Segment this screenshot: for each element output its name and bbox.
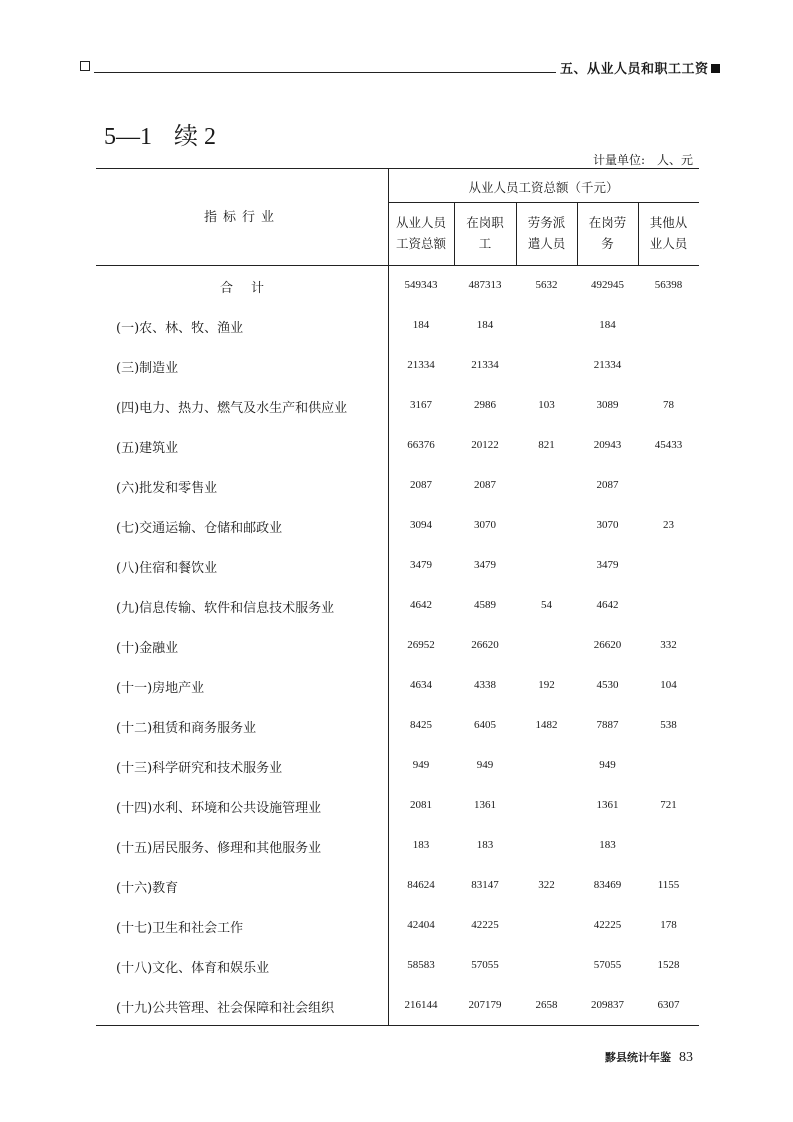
column-header: 劳务派 遣人员	[527, 215, 566, 251]
table-cell: 26620	[593, 639, 622, 651]
table-cell: 20122	[471, 439, 499, 451]
table-cell: 66376	[407, 439, 435, 451]
table-cell: 57055	[593, 959, 622, 971]
table-cell: 209837	[591, 999, 624, 1011]
table-cell: 2087	[596, 479, 619, 491]
table-row	[96, 757, 699, 777]
table-cell: 20943	[593, 439, 622, 451]
table-cell: 2986	[474, 399, 496, 411]
column-header: 在岗职 工	[466, 215, 504, 251]
table-cell: 3479	[596, 559, 619, 571]
header-rule	[94, 72, 556, 73]
table-row	[96, 877, 699, 897]
table-cell: 492945	[591, 279, 624, 291]
row-label: (四)电力、热力、燃气及水生产和供应业	[116, 401, 348, 416]
table-row	[96, 917, 699, 937]
table-cell: 26620	[471, 639, 499, 651]
page-number: 83	[679, 1050, 693, 1065]
table-cell: 83147	[471, 879, 499, 891]
table-cell: 322	[538, 879, 555, 891]
row-label: (六)批发和零售业	[116, 481, 218, 496]
row-label: (三)制造业	[116, 361, 179, 376]
table-cell: 4642	[410, 599, 432, 611]
row-label: (八)住宿和餐饮业	[116, 561, 218, 576]
table-cell: 487313	[468, 279, 502, 291]
table-cell: 1361	[474, 799, 496, 811]
table-cell: 78	[663, 399, 674, 411]
table-cell: 216144	[404, 999, 438, 1011]
table-cell: 3167	[410, 399, 432, 411]
row-label: (九)信息传输、软件和信息技术服务业	[116, 601, 335, 616]
table-cell: 821	[538, 439, 555, 451]
group-header: 从业人员工资总额（千元）	[468, 180, 619, 195]
table-cell: 192	[538, 679, 555, 691]
table-row	[96, 997, 699, 1017]
table-cell: 721	[660, 799, 677, 811]
table-cell: 103	[538, 399, 555, 411]
table-cell: 42225	[471, 919, 499, 931]
table-cell: 4530	[596, 679, 619, 691]
table-cell: 1361	[596, 799, 619, 811]
table-cell: 83469	[593, 879, 622, 891]
table-cell: 4338	[474, 679, 496, 691]
table-cell: 21334	[471, 359, 499, 371]
total-row	[96, 277, 699, 297]
section-title-text: 五、从业人员和职工工资	[560, 62, 709, 77]
table-title	[104, 116, 216, 151]
table-cell: 2081	[410, 799, 432, 811]
row-label: (十)金融业	[116, 641, 179, 656]
table-cell: 4642	[596, 599, 619, 611]
unit-label: 计量单位:	[592, 153, 645, 167]
table-cell: 332	[660, 639, 677, 651]
unit-line	[560, 151, 693, 168]
table-cell: 5632	[535, 279, 558, 291]
table-row	[96, 677, 699, 697]
table-cell: 56398	[654, 279, 683, 291]
page-footer	[560, 1046, 693, 1066]
row-label: (五)建筑业	[116, 441, 179, 456]
column-header: 从业人员 工资总额	[395, 215, 446, 251]
table-cell: 42225	[593, 919, 622, 931]
header-square-outline-icon	[80, 61, 90, 71]
filled-square-icon	[711, 64, 720, 73]
table-cell: 45433	[654, 439, 683, 451]
table-cell: 58583	[407, 959, 435, 971]
table-row	[96, 837, 699, 857]
table-cell: 183	[476, 839, 494, 851]
table-cell: 183	[599, 839, 616, 851]
table-number: 5—1	[104, 124, 152, 150]
table-row	[96, 357, 699, 377]
table-row	[96, 317, 699, 337]
table-cell: 21334	[593, 359, 622, 371]
table-cell: 1155	[657, 879, 680, 891]
section-title	[560, 58, 720, 77]
table-row	[96, 397, 699, 417]
table-cell: 4634	[410, 679, 432, 691]
table-cell: 549343	[404, 279, 438, 291]
row-label: (十二)租赁和商务服务业	[116, 721, 257, 736]
table-cell: 184	[476, 319, 494, 331]
table-cell: 949	[412, 759, 430, 771]
column-header: 在岗劳 务	[588, 215, 627, 251]
row-label: (十九)公共管理、社会保障和社会组织	[116, 1001, 335, 1016]
book-title: 黟县统计年鉴	[605, 1051, 671, 1064]
table-row	[96, 597, 699, 617]
table-cell: 949	[476, 759, 494, 771]
table-cell: 2087	[474, 479, 496, 491]
table-continuation: 续 2	[174, 124, 216, 150]
row-label: 合计	[219, 281, 282, 296]
table-row	[96, 517, 699, 537]
table-cell: 7887	[596, 719, 619, 731]
row-label: (十三)科学研究和技术服务业	[116, 761, 283, 776]
table-cell: 23	[663, 519, 674, 531]
table-cell: 8425	[410, 719, 432, 731]
table-cell: 3479	[474, 559, 496, 571]
row-label: (十七)卫生和社会工作	[116, 921, 244, 936]
row-header: 指标行业	[203, 210, 280, 225]
table-cell: 538	[660, 719, 677, 731]
table-cell: 1482	[535, 719, 558, 731]
table-cell: 6405	[474, 719, 496, 731]
table-cell: 949	[599, 759, 616, 771]
table-cell: 184	[412, 319, 430, 331]
group-header-rule	[388, 202, 699, 203]
table-cell: 2658	[535, 999, 558, 1011]
table-row	[96, 957, 699, 977]
table-cell: 3089	[596, 399, 619, 411]
table-cell: 54	[541, 599, 552, 611]
table-cell: 84624	[407, 879, 435, 891]
table-row	[96, 717, 699, 737]
table-cell: 104	[660, 679, 677, 691]
table-cell: 3094	[410, 519, 432, 531]
row-label: (十一)房地产业	[116, 681, 205, 696]
table-cell: 3070	[474, 519, 496, 531]
table-row	[96, 557, 699, 577]
table-row	[96, 637, 699, 657]
table-cell: 3070	[596, 519, 619, 531]
row-label: (十四)水利、环境和公共设施管理业	[116, 801, 322, 816]
table-cell: 178	[660, 919, 677, 931]
table-cell: 6307	[657, 999, 680, 1011]
table-cell: 1528	[657, 959, 680, 971]
table-cell: 42404	[407, 919, 435, 931]
table-cell: 3479	[410, 559, 432, 571]
table-row	[96, 477, 699, 497]
row-label: (七)交通运输、仓储和邮政业	[116, 521, 283, 536]
table-bottom-rule	[96, 1025, 699, 1026]
table-row	[96, 797, 699, 817]
row-label: (一)农、林、牧、渔业	[116, 321, 244, 336]
row-label: (十五)居民服务、修理和其他服务业	[116, 841, 322, 856]
table-cell: 57055	[471, 959, 499, 971]
table-row	[96, 437, 699, 457]
table-cell: 184	[599, 319, 616, 331]
table-cell: 4589	[474, 599, 496, 611]
table-cell: 21334	[407, 359, 435, 371]
row-label: (十八)文化、体育和娱乐业	[116, 961, 270, 976]
header-bottom-rule	[96, 265, 699, 266]
table-cell: 26952	[407, 639, 435, 651]
table-top-rule	[96, 168, 699, 169]
row-label: (十六)教育	[116, 881, 179, 896]
column-header: 其他从 业人员	[649, 215, 688, 251]
table-cell: 2087	[410, 479, 432, 491]
unit-value: 人、元	[656, 153, 693, 167]
table-cell: 183	[412, 839, 430, 851]
table-cell: 207179	[468, 999, 502, 1011]
data-table	[96, 168, 699, 1026]
